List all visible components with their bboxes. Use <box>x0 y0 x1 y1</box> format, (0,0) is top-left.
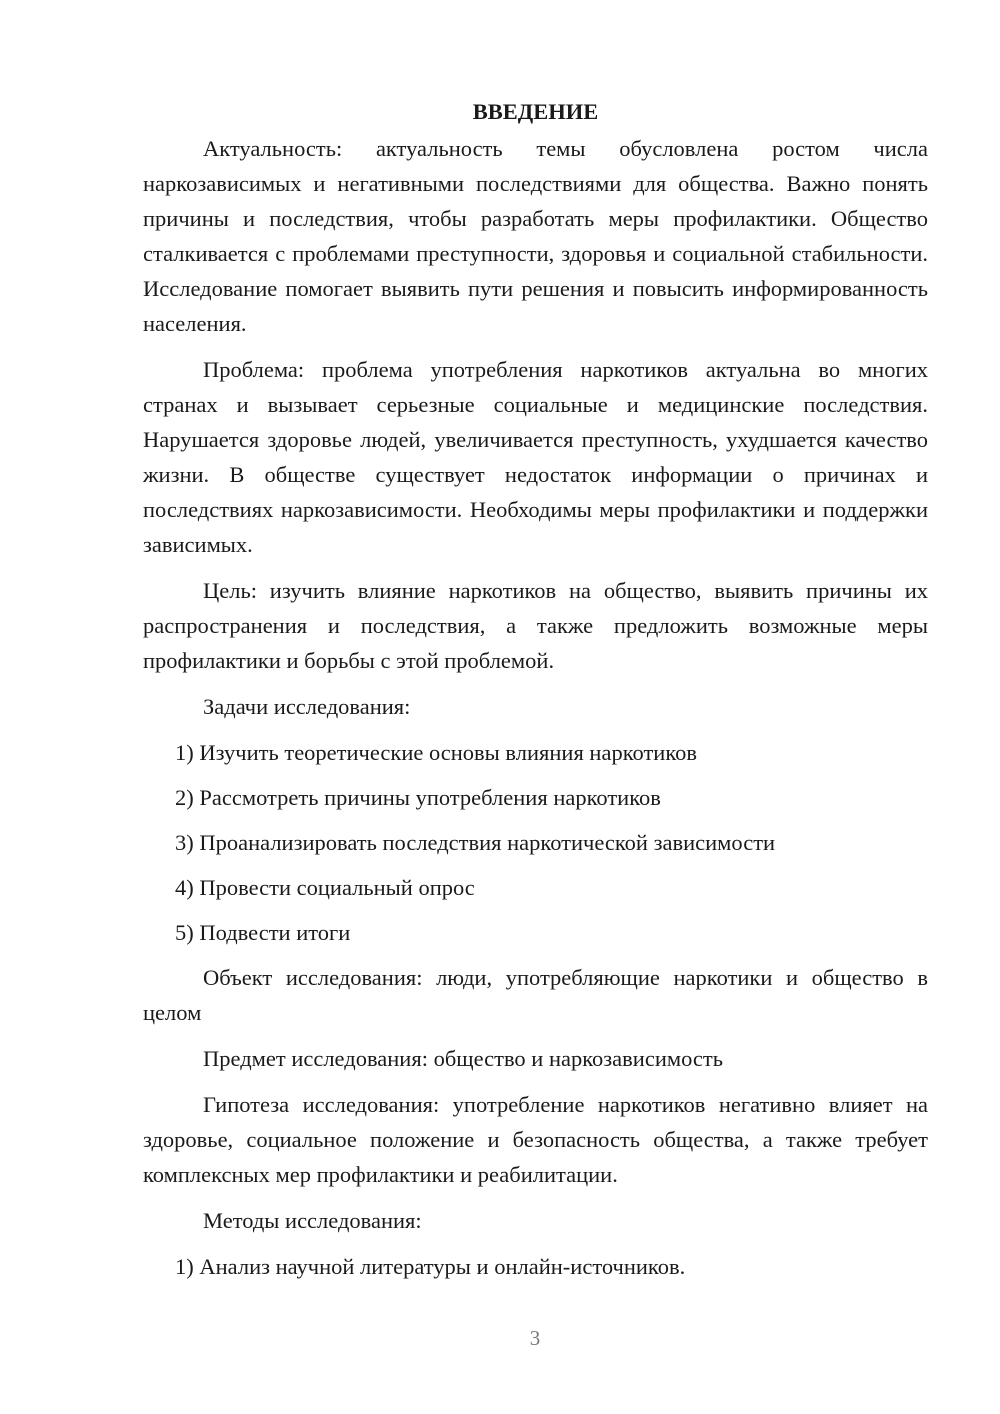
page-content <box>143 92 928 1294</box>
subject-paragraph: Предмет исследования: общество и наркозависимость <box>203 1046 723 1071</box>
methods-list <box>143 1249 928 1284</box>
object-paragraph: Объект исследования: люди, употребляющие наркотики и общество в целом <box>143 965 928 1025</box>
methods-heading: Методы исследования: <box>203 1208 422 1233</box>
list-item: 1) Изучить теоретические основы влияния наркотиков <box>175 740 697 765</box>
goal-paragraph: Цель: изучить влияние наркотиков на общество, выявить причины их распространения и последствия, а также предложить возможные меры профилактики и борьбы с этой проблемой. <box>143 578 928 673</box>
problem-paragraph: Проблема: проблема употребления наркотиков актуальна во многих странах и вызывает серьезные социальные и медицинские последствия. Нарушается здоровье людей, увеличивается преступность, ухудшается качество жизни. В обществе существует недостаток информации о причинах и последствиях наркозависимости. Необходимы меры профилактики и поддержки зависимых. <box>143 357 928 557</box>
list-item: 1) Анализ научной литературы и онлайн-источников. <box>175 1254 686 1279</box>
page-number: 3 <box>529 1326 541 1350</box>
relevance-paragraph: Актуальность: актуальность темы обусловлена ростом числа наркозависимых и негативными последствиями для общества. Важно понять причины и последствия, чтобы разработать меры профилактики. Общество сталкивается с проблемами преступности, здоровья и социальной стабильности. Исследование помогает выявить пути решения и повысить информированность населения. <box>143 136 928 336</box>
list-item: 5) Подвести итоги <box>175 920 351 945</box>
list-item: 4) Провести социальный опрос <box>175 875 475 900</box>
hypothesis-paragraph: Гипотеза исследования: употребление наркотиков негативно влияет на здоровье, социальное положение и безопасность общества, а также требует комплексных мер профилактики и реабилитации. <box>143 1092 928 1187</box>
list-item: 3) Проанализировать последствия наркотической зависимости <box>175 830 776 855</box>
section-title: ВВЕДЕНИЕ <box>472 99 599 124</box>
tasks-list <box>143 735 928 950</box>
tasks-heading: Задачи исследования: <box>203 694 411 719</box>
list-item: 2) Рассмотреть причины употребления наркотиков <box>175 785 661 810</box>
